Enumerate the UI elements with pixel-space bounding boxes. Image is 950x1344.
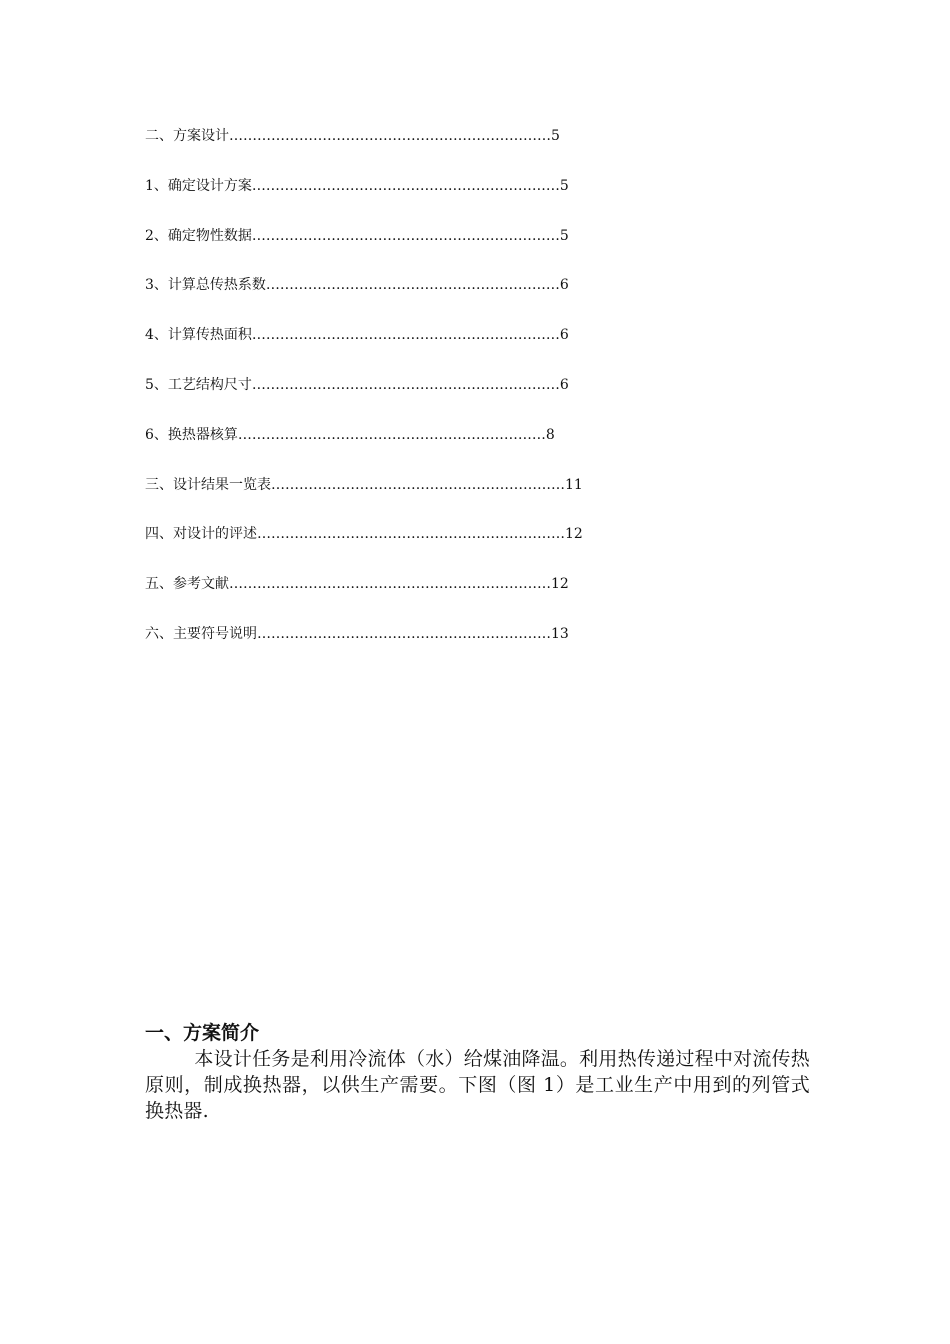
toc-entry[interactable] xyxy=(145,274,665,324)
toc-entry-title: 4、计算传热面积 xyxy=(145,327,252,344)
toc-entry-page: 5 xyxy=(551,128,560,144)
toc-entry-page: 8 xyxy=(545,426,555,443)
toc-entry[interactable] xyxy=(145,623,665,673)
section-heading: 一、方案简介 xyxy=(145,1022,260,1044)
toc-entry-title: 5、工艺结构尺寸 xyxy=(145,376,252,393)
toc-entry-page: 12 xyxy=(565,526,583,543)
section-paragraph: 本设计任务是利用冷流体（水）给煤油降温。利用热传递过程中对流传热原则，制成换热器，以供生产需要。下图（图 1）是工业生产中用到的列管式换热器. xyxy=(145,1048,810,1122)
toc-entry-page: 6 xyxy=(559,277,569,294)
toc-entry-page: 13 xyxy=(551,625,569,642)
toc-entry-leader: ………………………………………………………… xyxy=(257,526,565,543)
toc-entry[interactable] xyxy=(145,523,665,573)
toc-entry[interactable] xyxy=(145,125,665,175)
toc-entry-page: 11 xyxy=(565,476,583,493)
toc-entry[interactable] xyxy=(145,225,665,275)
toc-entry-page: 6 xyxy=(559,376,569,393)
toc-entry-leader: …………………………………………………………… xyxy=(229,128,551,144)
toc-entry-title: 六、主要符号说明 xyxy=(145,625,257,642)
toc-entry-leader: ………………………………………………………… xyxy=(251,177,560,194)
toc-entry[interactable] xyxy=(145,324,665,374)
toc-entry-page: 12 xyxy=(551,576,569,593)
toc-entry-title: 四、对设计的评述 xyxy=(145,526,257,543)
toc-entry-page: 5 xyxy=(559,177,569,194)
toc-entry-leader: ……………………………………………………… xyxy=(257,625,551,642)
toc-entry[interactable] xyxy=(145,424,665,474)
toc-entry-title: 五、参考文献 xyxy=(145,576,229,593)
toc-entry-leader: ………………………………………………………… xyxy=(251,327,560,344)
toc-entry-leader: ………………………………………………………… xyxy=(251,376,560,393)
toc-entry-leader: ……………………………………………………… xyxy=(271,476,565,493)
toc-entry-title: 二、方案设计 xyxy=(145,128,229,144)
toc-entry-title: 1、确定设计方案 xyxy=(145,177,252,194)
toc-entry-title: 2、确定物性数据 xyxy=(145,227,252,244)
toc-entry[interactable] xyxy=(145,474,665,524)
toc-entry[interactable] xyxy=(145,175,665,225)
toc-entry-title: 三、设计结果一览表 xyxy=(145,476,271,493)
toc-entry-title: 6、换热器核算 xyxy=(145,426,238,443)
toc-entry[interactable] xyxy=(145,374,665,424)
toc-entry-page: 6 xyxy=(559,327,569,344)
toc-entry-leader: ……………………………………………………… xyxy=(265,277,560,294)
section-overview xyxy=(145,1020,810,1124)
toc-entry-page: 5 xyxy=(559,227,569,244)
toc-entry-leader: ………………………………………………………… xyxy=(237,426,546,443)
toc-entry-leader: …………………………………………………………… xyxy=(229,576,551,593)
toc-entry[interactable] xyxy=(145,573,665,623)
toc-entry-leader: ………………………………………………………… xyxy=(251,227,560,244)
toc-entry-title: 3、计算总传热系数 xyxy=(145,277,266,294)
table-of-contents xyxy=(145,125,665,673)
